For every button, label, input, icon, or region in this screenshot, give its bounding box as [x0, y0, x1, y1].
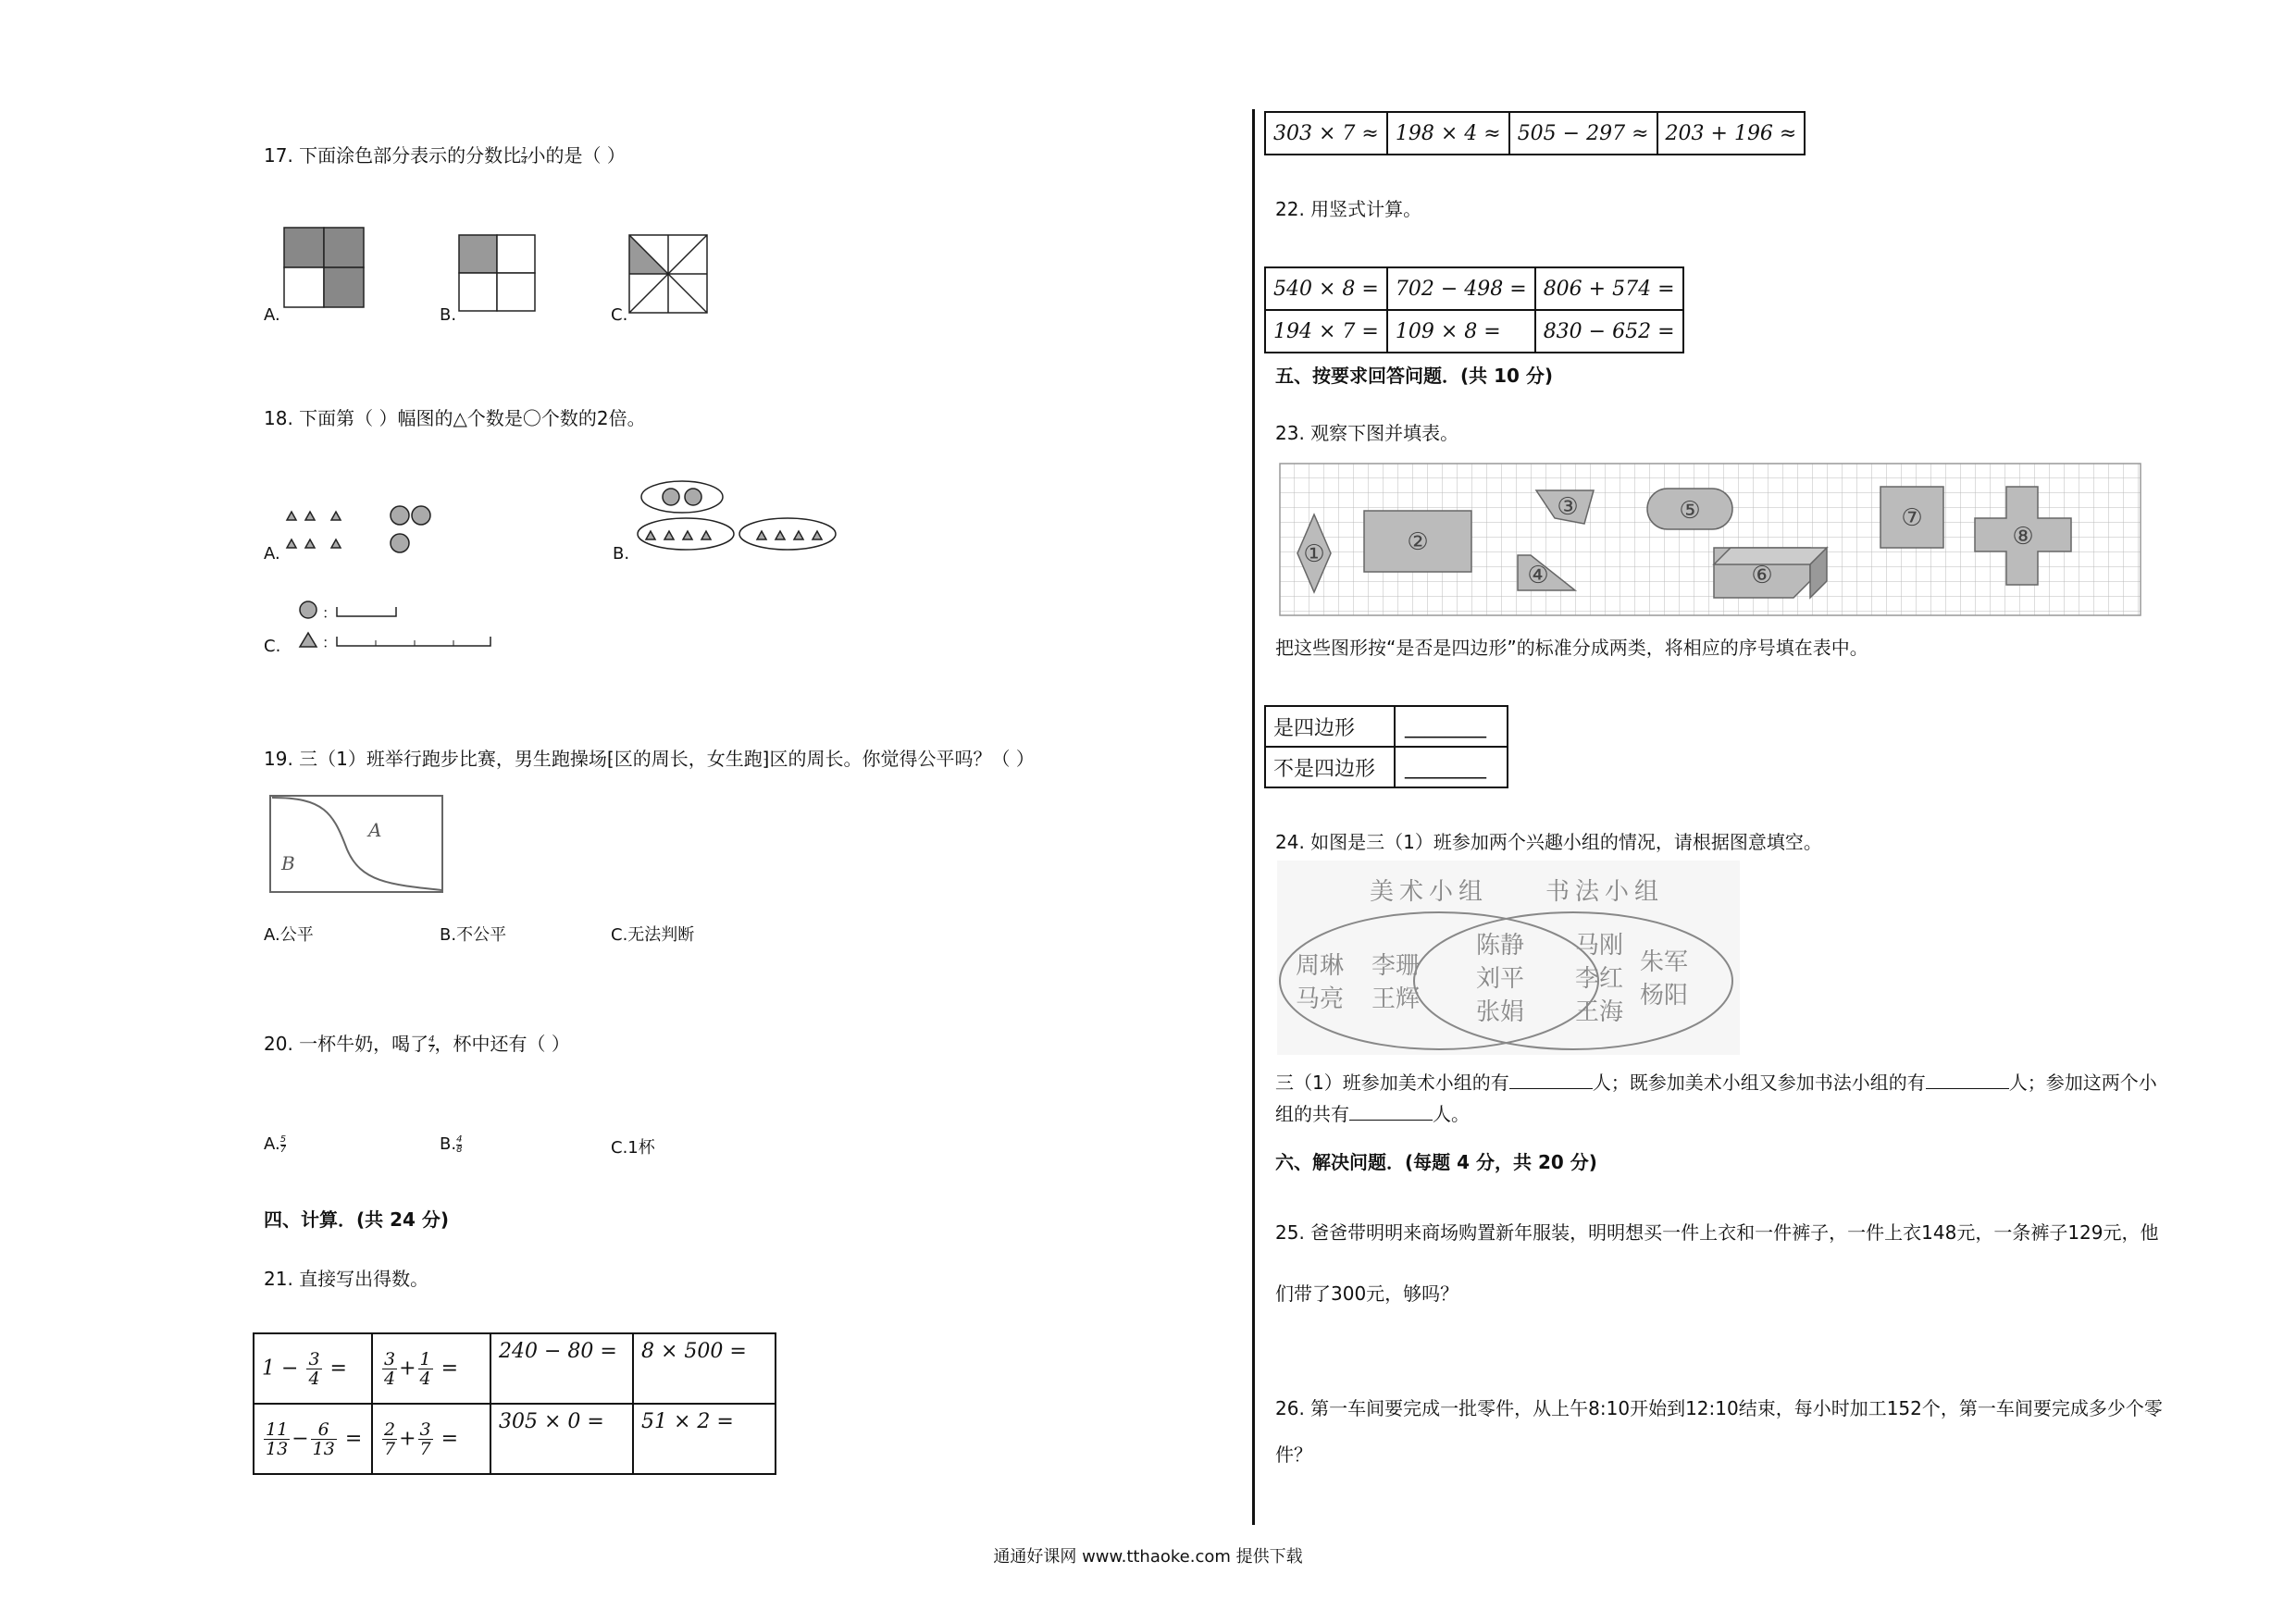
svg-text:张娟: 张娟 — [1476, 998, 1525, 1026]
q23-shapes-grid — [1279, 463, 2143, 618]
svg-text:王辉: 王辉 — [1371, 985, 1421, 1013]
estimate-cell-3: 505 − 297 ≈ — [1509, 112, 1657, 155]
venn-left-title: 美术小组 — [1370, 878, 1489, 906]
q19-option-a[interactable]: A.公平 — [264, 925, 314, 945]
q23-table — [1264, 705, 1508, 788]
q21-cell-1: 1 − $\frac{3}{4}$ = — [254, 1333, 372, 1404]
question-20: 20. 一杯牛奶，喝了 $\frac{4}{7}$，杯中还有（ ） — [264, 1033, 570, 1055]
q19-field-figure — [268, 794, 444, 894]
q20-option-c[interactable]: C.1杯 — [611, 1138, 655, 1158]
q18-option-a[interactable]: A. — [264, 544, 280, 564]
q17-text-after: 小的是（ ） — [527, 144, 626, 167]
q23-row-label: 是四边形 — [1265, 706, 1395, 747]
estimate-table — [1264, 111, 1806, 155]
q17-option-c[interactable]: C. — [611, 305, 628, 325]
q22-cell: 830 − 652 = — [1535, 310, 1683, 353]
q20-option-a[interactable]: A. $\frac{5}{7}$ — [264, 1134, 287, 1155]
q18-c-circle-icon — [298, 600, 318, 620]
question-26-line-2: 件？ — [1275, 1443, 1312, 1466]
q18-c-triangle-icon — [298, 629, 318, 650]
q22-cell: 194 × 7 = — [1265, 310, 1387, 353]
page-footer: 通通好课网 www.tthaoke.com 提供下载 — [993, 1547, 1303, 1567]
q18-option-b[interactable]: B. — [613, 544, 630, 564]
svg-text:李珊: 李珊 — [1371, 952, 1421, 980]
q21-cell-8: 51 × 2 = — [633, 1404, 776, 1474]
q24-answer-line-2: 组的共有 人。 — [1275, 1103, 1470, 1125]
question-22: 22. 用竖式计算。 — [1275, 198, 1422, 220]
q22-cell: 806 + 574 = — [1535, 267, 1683, 310]
svg-text:马刚: 马刚 — [1575, 932, 1624, 960]
question-25-line-1: 25. 爸爸带明明来商场购置新年服装，明明想买一件上衣和一件裤子，一件上衣148元，一条裤子129元，他 — [1275, 1221, 2159, 1244]
shape-label-6: ⑥ — [1751, 562, 1773, 589]
question-17 — [264, 142, 626, 168]
shape-label-4: ④ — [1527, 562, 1549, 589]
q19-label-b: B — [281, 852, 295, 874]
q21-cell-7: 305 × 0 = — [490, 1404, 633, 1474]
q23-row-label: 不是四边形 — [1265, 747, 1395, 787]
q17-number: 17. — [264, 144, 293, 167]
shape-label-8: ⑧ — [2012, 523, 2034, 551]
q21-cell-4: 8 × 500 = — [633, 1333, 776, 1404]
question-19: 19. 三（1）班举行跑步比赛，男生跑操场⁅区的周长，女生跑⁆区的周长。你觉得公平吗？（ ） — [264, 748, 1035, 770]
q19-option-b[interactable]: B.不公平 — [440, 925, 507, 945]
q23-instruction: 把这些图形按“是否是四边形”的标准分成两类，将相应的序号填在表中。 — [1275, 637, 1868, 659]
q18-c-colon-2: ： — [322, 634, 338, 651]
q18-c-bar-2 — [335, 631, 494, 650]
svg-text:杨阳: 杨阳 — [1640, 982, 1689, 1010]
venn-right-title: 书法小组 — [1545, 878, 1665, 906]
question-26-line-1: 26. 第一车间要完成一批零件，从上午8:10开始到12:10结束，每小时加工152个，第一车间要完成多少个零 — [1275, 1397, 2163, 1419]
section-6-heading: 六、解决问题．(每题 4 分，共 20 分) — [1275, 1151, 1597, 1173]
q22-cell: 109 × 8 = — [1387, 310, 1535, 353]
question-21: 21. 直接写出得数。 — [264, 1268, 429, 1290]
svg-text:李红: 李红 — [1575, 965, 1624, 993]
estimate-cell-1: 303 × 7 ≈ — [1265, 112, 1387, 155]
q19-option-c[interactable]: C.无法判断 — [611, 925, 695, 945]
q22-cell: 540 × 8 = — [1265, 267, 1387, 310]
q17-figure-a — [282, 226, 366, 309]
q17-figure-c — [627, 233, 709, 315]
question-25-line-2: 们带了300元，够吗？ — [1275, 1282, 1459, 1305]
q18-figure-b — [637, 477, 840, 553]
q24-blank-1[interactable] — [1509, 1070, 1593, 1089]
column-divider — [1252, 109, 1255, 1525]
svg-text:朱军: 朱军 — [1640, 948, 1689, 976]
q23-row-answer[interactable]: ________ — [1395, 706, 1508, 747]
q17-text: 下面涂色部分表示的分数比 — [299, 144, 522, 167]
q18-c-colon-1: ： — [322, 604, 338, 622]
question-23: 23. 观察下图并填表。 — [1275, 422, 1459, 444]
shape-label-2: ② — [1407, 528, 1429, 556]
shape-label-3: ③ — [1557, 493, 1579, 521]
estimate-cell-4: 203 + 196 ≈ — [1657, 112, 1806, 155]
svg-text:王海: 王海 — [1575, 998, 1624, 1026]
q21-cell-3: 240 − 80 = — [490, 1333, 633, 1404]
q17-option-b[interactable]: B. — [440, 305, 457, 325]
question-18: 18. 下面第（ ）幅图的△个数是〇个数的2倍。 — [264, 407, 646, 429]
q21-table — [253, 1332, 776, 1475]
section-5-heading: 五、按要求回答问题．(共 10 分) — [1275, 365, 1554, 387]
shape-label-7: ⑦ — [1901, 504, 1923, 532]
q24-venn-diagram — [1277, 861, 1740, 1055]
q19-label-a: A — [368, 819, 382, 841]
svg-text:陈静: 陈静 — [1476, 932, 1525, 960]
svg-text:刘平: 刘平 — [1476, 965, 1525, 993]
q24-answer-line-1: 三（1）班参加美术小组的有 人；既参加美术小组又参加书法小组的有 人；参加这两个小 — [1275, 1072, 2157, 1094]
q18-figure-a — [285, 500, 442, 561]
q24-blank-3[interactable] — [1349, 1101, 1433, 1121]
q18-c-bar-1 — [335, 601, 400, 620]
q22-table — [1264, 266, 1684, 353]
q18-option-c[interactable]: C. — [264, 637, 281, 656]
q17-option-a[interactable]: A. — [264, 305, 280, 325]
q22-cell: 702 − 498 = — [1387, 267, 1535, 310]
estimate-cell-2: 198 × 4 ≈ — [1387, 112, 1509, 155]
q17-fraction: $\frac{1}{4}$ — [521, 146, 527, 167]
q20-fraction: $\frac{4}{7}$ — [428, 1035, 435, 1055]
q21-cell-5: $\frac{11}{13}$ − $\frac{6}{13}$ = — [254, 1404, 372, 1474]
section-4-heading: 四、计算．(共 24 分) — [264, 1208, 450, 1231]
q17-figure-b — [457, 233, 537, 313]
svg-text:马亮: 马亮 — [1296, 985, 1345, 1013]
shape-label-5: ⑤ — [1679, 497, 1701, 525]
q23-row-answer[interactable]: ________ — [1395, 747, 1508, 787]
q20-option-b[interactable]: B. $\frac{4}{8}$ — [440, 1134, 463, 1155]
q21-cell-6: $\frac{2}{7}$ + $\frac{3}{7}$ = — [372, 1404, 490, 1474]
shape-label-1: ① — [1303, 540, 1325, 568]
q24-blank-2[interactable] — [1926, 1070, 2009, 1089]
q21-cell-2: $\frac{3}{4}$ + $\frac{1}{4}$ = — [372, 1333, 490, 1404]
svg-text:周琳: 周琳 — [1296, 952, 1345, 980]
question-24: 24. 如图是三（1）班参加两个兴趣小组的情况，请根据图意填空。 — [1275, 831, 1822, 853]
